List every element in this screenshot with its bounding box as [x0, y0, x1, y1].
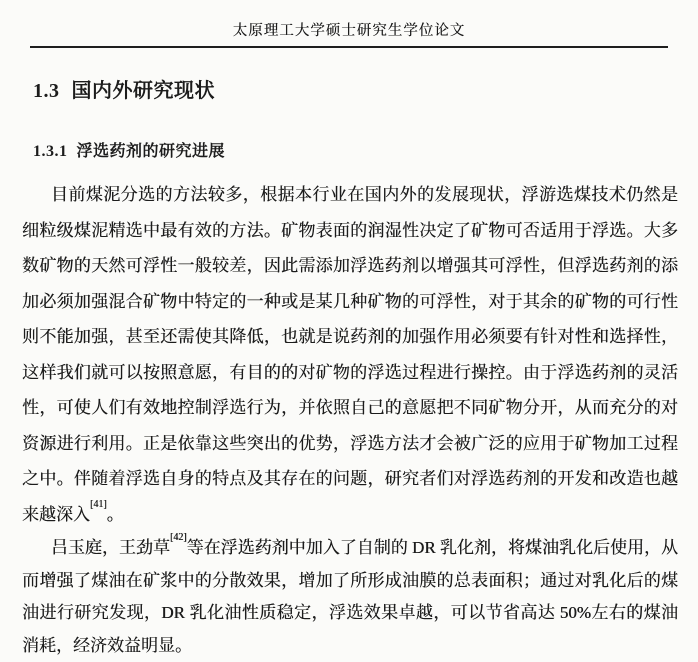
- section-number: 1.3: [33, 80, 60, 102]
- paragraph-text: 目前煤泥分选的方法较多，根据本行业在国内外的发展现状，浮游选煤技术仍然是细粒级煤泥精选中最有效的方法。矿物表面的润湿性决定了矿物可否适用于浮选。大多数矿物的天然可浮性一般较差，因此需添加浮选药剂以增强其可浮性，但浮选药剂的添加必须加强混合矿物中特定的一种或是某几种矿物的可浮性，对于其余的矿物的可行性则不能加强，甚至还需使其降低，也就是说药剂的加强作用必须要有针对性和选择性，这样我们就可以按照意愿，有目的的对矿物的浮选过程进行操控。由于浮选药剂的灵活性，可使人们有效地控制浮选行为，并依照自己的意愿把不同矿物分开，从而充分的对资源进行利用。正是依靠这些突出的优势，浮选方法才会被广泛的应用于矿物加工过程之中。伴随着浮选自身的特点及其存在的问题，研究者们对浮选药剂的开发和改造也越来越深入: [22, 185, 678, 524]
- citation-marker: [42]: [169, 532, 187, 544]
- section-title: 国内外研究现状: [71, 80, 215, 102]
- subsection-number: 1.3.1: [33, 143, 68, 160]
- section-heading: [33, 78, 698, 104]
- running-head: 太原理工大学硕士研究生学位论文: [232, 23, 466, 39]
- paragraph-text: 等在浮选药剂中加入了自制的 DR 乳化剂，将煤油乳化后使用，从而增强了煤油在矿浆中的分散效果，增加了所形成油膜的总表面积；通过对乳化后的煤油进行研究发现，DR 乳化油性质稳定，浮选效果卓越，可以节省高达 50%左右的煤油消耗，经济效益明显。: [22, 538, 678, 655]
- paragraph: [22, 177, 678, 532]
- paragraph: [22, 532, 678, 662]
- paragraph-text: 吕玉庭，王劲草: [50, 538, 170, 557]
- header-rule: [30, 46, 668, 48]
- subsection-heading: [33, 142, 698, 162]
- paragraph-text: 。: [106, 504, 124, 524]
- subsection-title: 浮选药剂的研究进展: [76, 143, 226, 160]
- citation-marker: [41]: [90, 498, 107, 510]
